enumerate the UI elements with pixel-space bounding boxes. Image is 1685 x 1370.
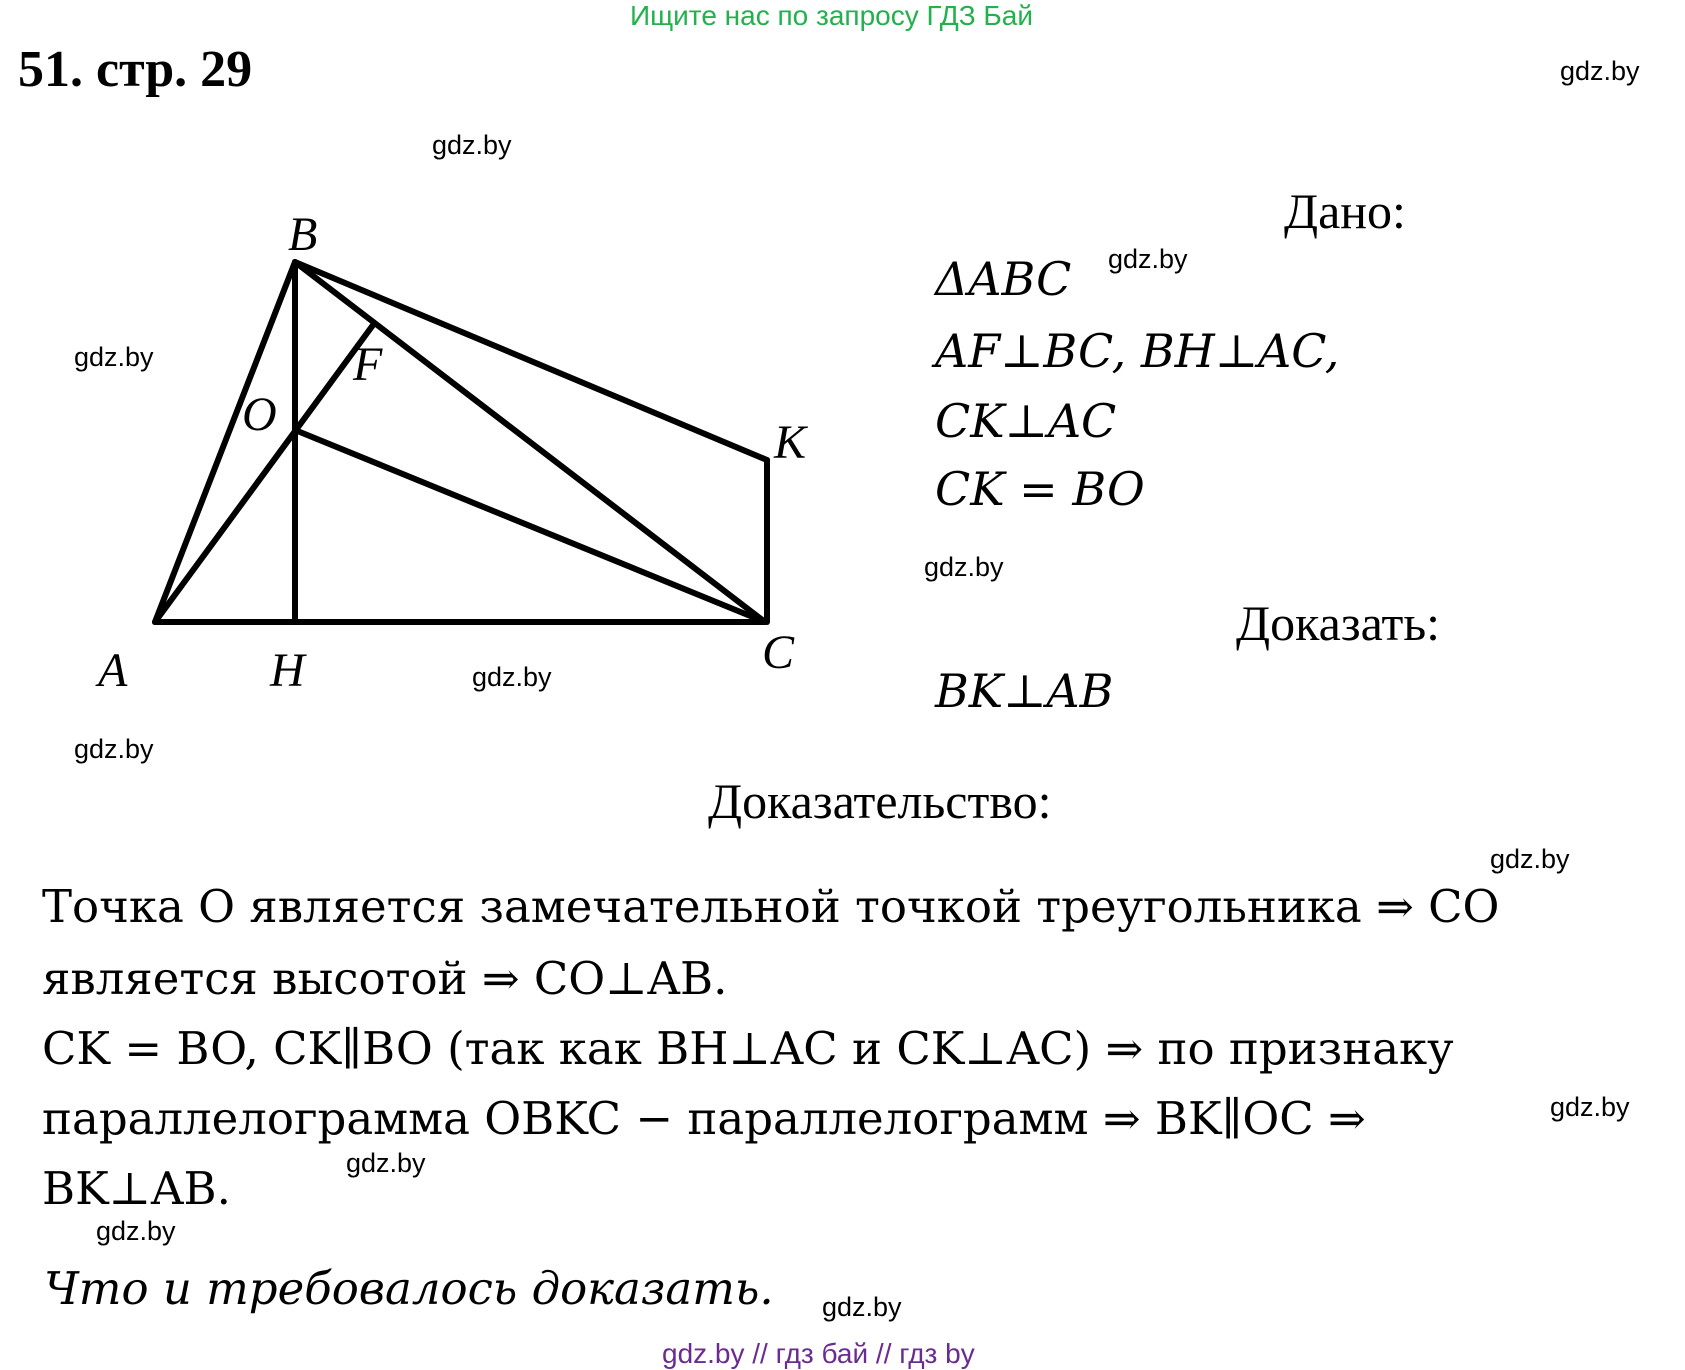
footer-links: gdz.by // гдз бай // гдз by <box>662 1338 975 1369</box>
task-heading: 51. стр. 29 <box>18 41 253 98</box>
proof-title: Доказательство: <box>708 773 1052 829</box>
point-c-label: C <box>762 626 795 679</box>
watermark: gdz.by <box>1550 1092 1630 1122</box>
watermark: gdz.by <box>924 552 1004 582</box>
geometry-figure <box>0 0 880 720</box>
proof-line: Точка O является замечательной точкой треугольника ⇒ CO <box>42 880 1500 933</box>
proof-line: параллелограмма OBKC − параллелограмм ⇒ BK∥OC ⇒ <box>42 1092 1366 1145</box>
watermark: gdz.by <box>96 1216 176 1246</box>
proof-closing: Что и требовалось доказать. <box>44 1262 774 1315</box>
segment-oc <box>295 430 765 622</box>
point-h-label: H <box>270 644 305 697</box>
proof-line: CK = BO, CK∥BO (так как BH⊥AC и CK⊥AC) ⇒ по признаку <box>42 1022 1454 1075</box>
watermark: gdz.by <box>1560 56 1640 86</box>
watermark: gdz.by <box>822 1292 902 1322</box>
watermark: gdz.by <box>1108 244 1188 274</box>
prove-statement: BK⊥AB <box>935 664 1114 718</box>
given-title: Дано: <box>1284 183 1406 239</box>
given-line: CK = BO <box>935 462 1145 516</box>
given-line: ΔABC <box>935 252 1072 306</box>
given-line: CK⊥AC <box>935 394 1117 448</box>
watermark: gdz.by <box>74 734 154 764</box>
segment-ab <box>155 262 295 622</box>
segment-bc <box>295 262 765 622</box>
segment-af <box>155 325 373 622</box>
watermark: gdz.by <box>472 662 552 692</box>
proof-line: является высотой ⇒ CO⊥AB. <box>42 952 728 1005</box>
prove-title: Доказать: <box>1236 595 1441 651</box>
point-k-label: K <box>774 416 807 469</box>
watermark: gdz.by <box>74 342 154 372</box>
point-a-label: A <box>98 644 128 697</box>
search-banner: Ищите нас по запросу ГДЗ Бай <box>630 0 1034 31</box>
given-line: AF⊥BC, BH⊥AC, <box>935 324 1340 378</box>
point-o-label: O <box>242 388 277 441</box>
proof-line: BK⊥AB. <box>42 1162 231 1215</box>
point-f-label: F <box>353 338 383 391</box>
point-b-label: B <box>288 208 318 261</box>
watermark: gdz.by <box>1490 844 1570 874</box>
watermark: gdz.by <box>432 130 512 160</box>
watermark: gdz.by <box>346 1148 426 1178</box>
